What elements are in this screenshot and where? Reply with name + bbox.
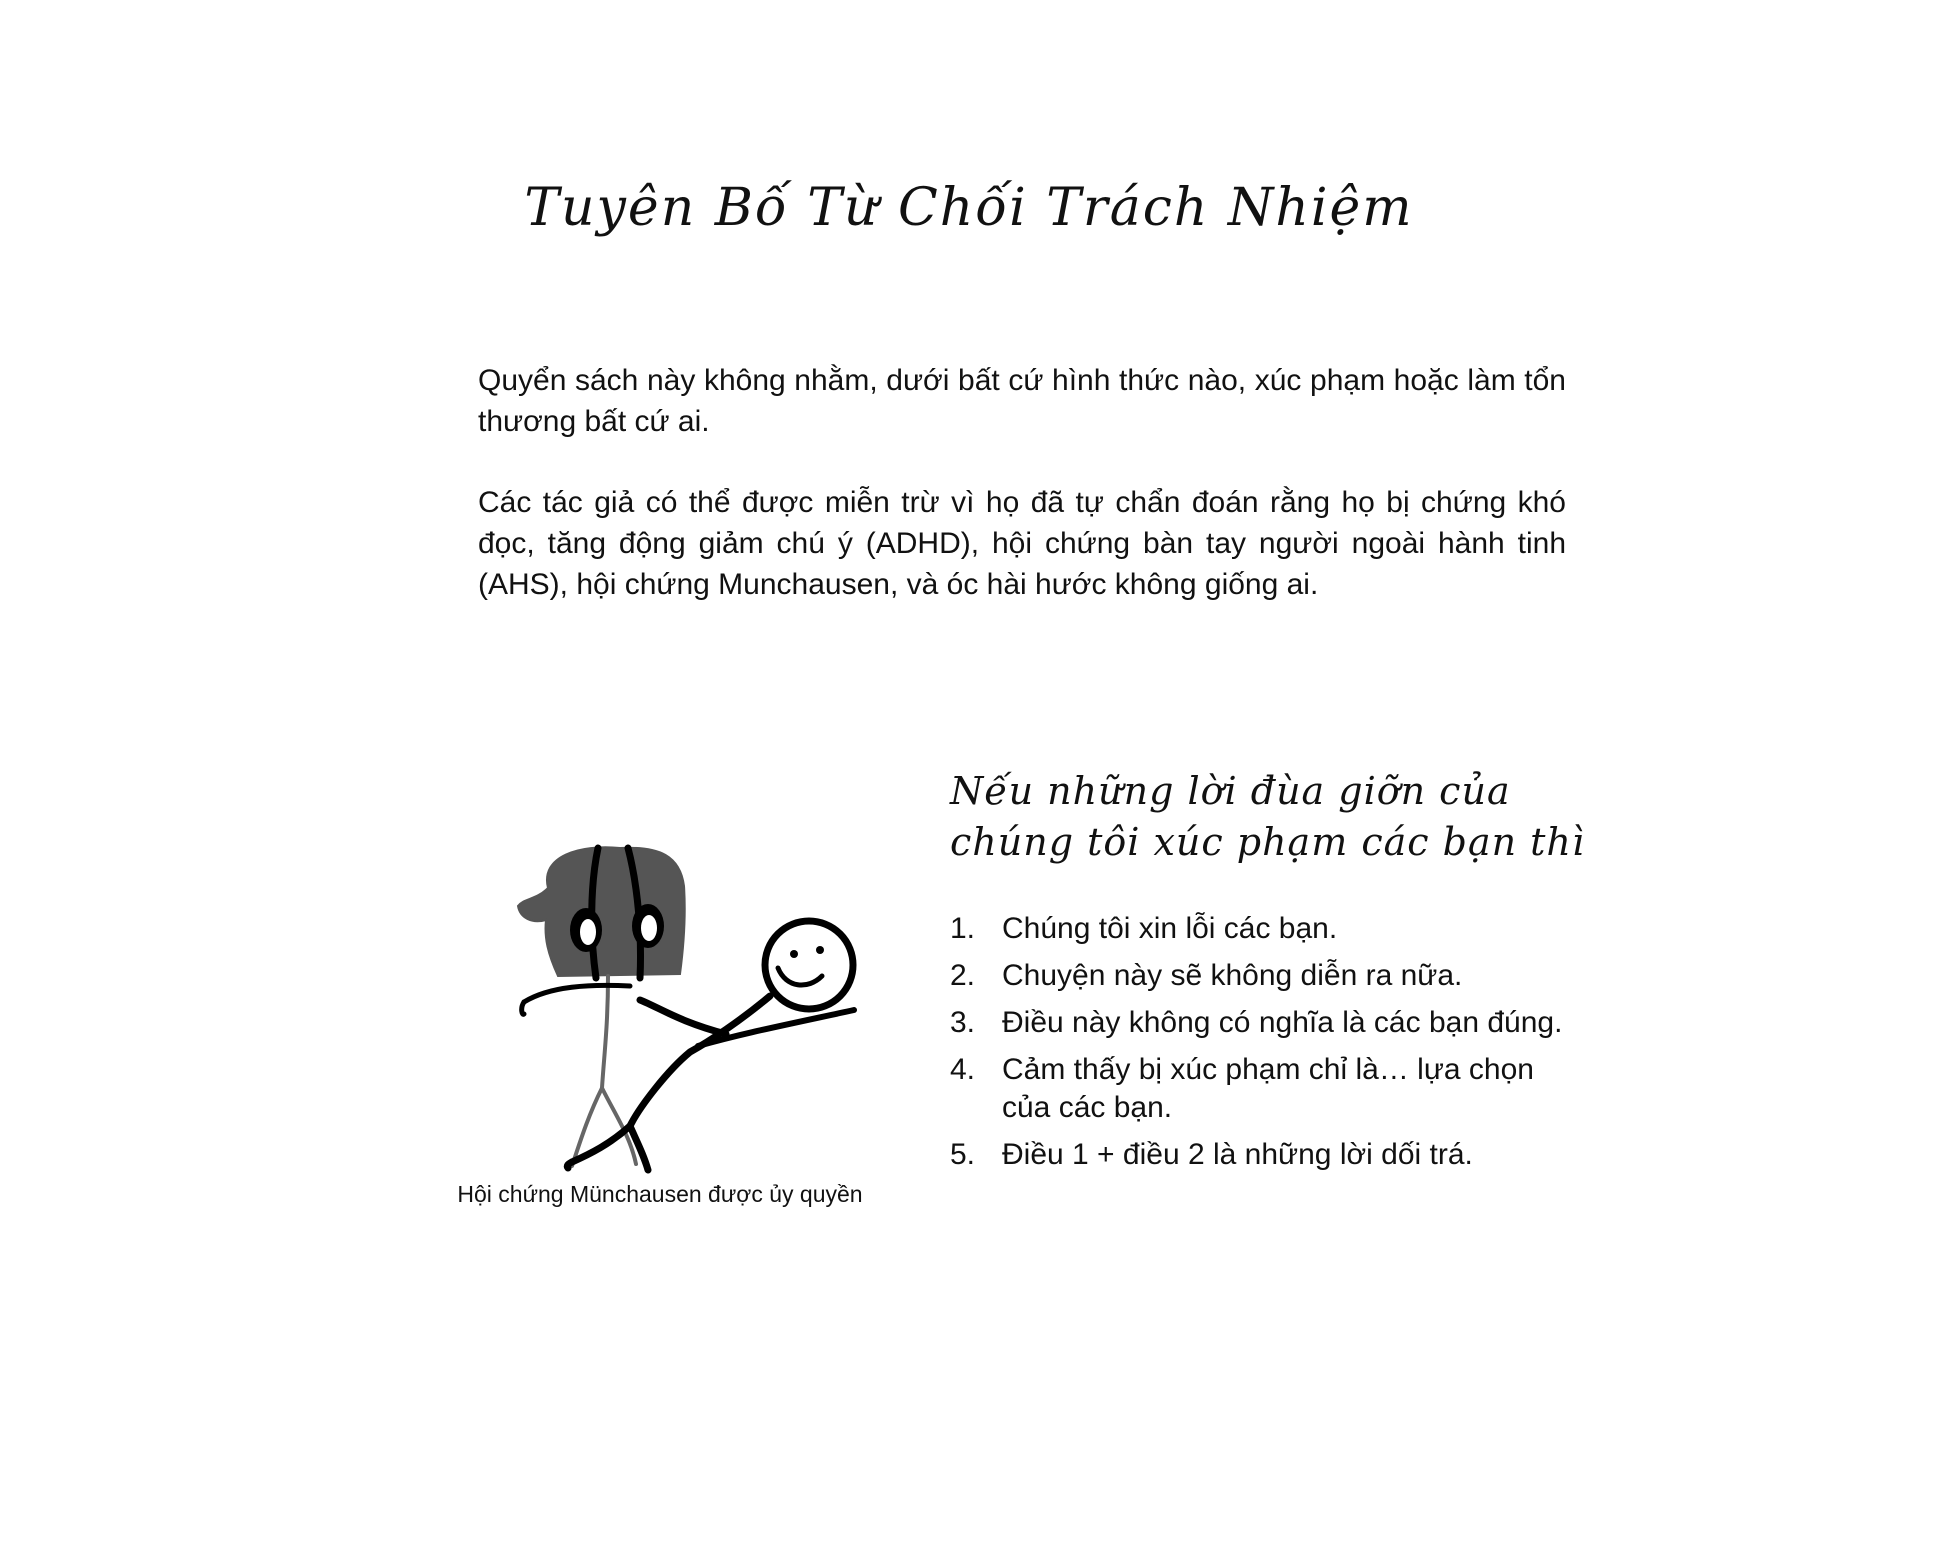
list-item-number: 3. — [950, 1006, 976, 1039]
smiling-head — [765, 921, 853, 1009]
list-item — [950, 1136, 1568, 1174]
smiling-arm-lower — [640, 1000, 726, 1034]
list-heading: Nếu những lời đùa giỡn của chúng tôi xúc phạm các bạn thì — [950, 769, 1586, 864]
stick-figure-illustration — [440, 826, 900, 1216]
list-item-text: Chuyện này sẽ không diễn ra nữa. — [1002, 959, 1463, 992]
list-item-text: Chúng tôi xin lỗi các bạn. — [1002, 912, 1338, 945]
mask-eye-left-white — [580, 919, 596, 945]
numbered-list — [950, 910, 1568, 1183]
list-item — [950, 1051, 1568, 1127]
list-item-text: Điều 1 + điều 2 là những lời dối trá. — [1002, 1138, 1473, 1171]
mask-eye-right-white — [641, 915, 657, 941]
list-item — [950, 1004, 1568, 1042]
figure-caption: Hội chứng Münchausen được ủy quyền — [457, 1181, 863, 1207]
list-item-number: 1. — [950, 912, 976, 945]
list-item-text: Cảm thấy bị xúc phạm chỉ là… lựa chọn của các bạn. — [1002, 1053, 1534, 1124]
munchausen-drawing — [440, 826, 900, 1216]
grey-arm — [524, 985, 630, 1002]
list-item — [950, 957, 1568, 995]
list-item-number: 5. — [950, 1138, 976, 1171]
grey-body — [572, 976, 608, 1166]
intro-paragraph-1: Quyển sách này không nhằm, dưới bất cứ hình thức nào, xúc phạm hoặc làm tổn thương bất cứ ai. — [478, 364, 1566, 438]
list-item-number: 4. — [950, 1053, 976, 1086]
intro-paragraph-2: Các tác giả có thể được miễn trừ vì họ đã tự chẩn đoán rằng họ bị chứng khó đọc, tăng động giảm chú ý (ADHD), hội chứng bàn tay người ngoài hành tinh (AHS), hội chứng Munchausen, và óc hài hước không giống ai. — [478, 486, 1566, 601]
smiling-arm-upper — [698, 1010, 854, 1046]
list-item-number: 2. — [950, 959, 976, 992]
intro-text — [478, 360, 1566, 645]
list-item-text: Điều này không có nghĩa là các bạn đúng. — [1002, 1006, 1563, 1039]
list-item — [950, 910, 1568, 948]
page-title: Tuyên Bố Từ Chối Trách Nhiệm — [524, 178, 1414, 238]
